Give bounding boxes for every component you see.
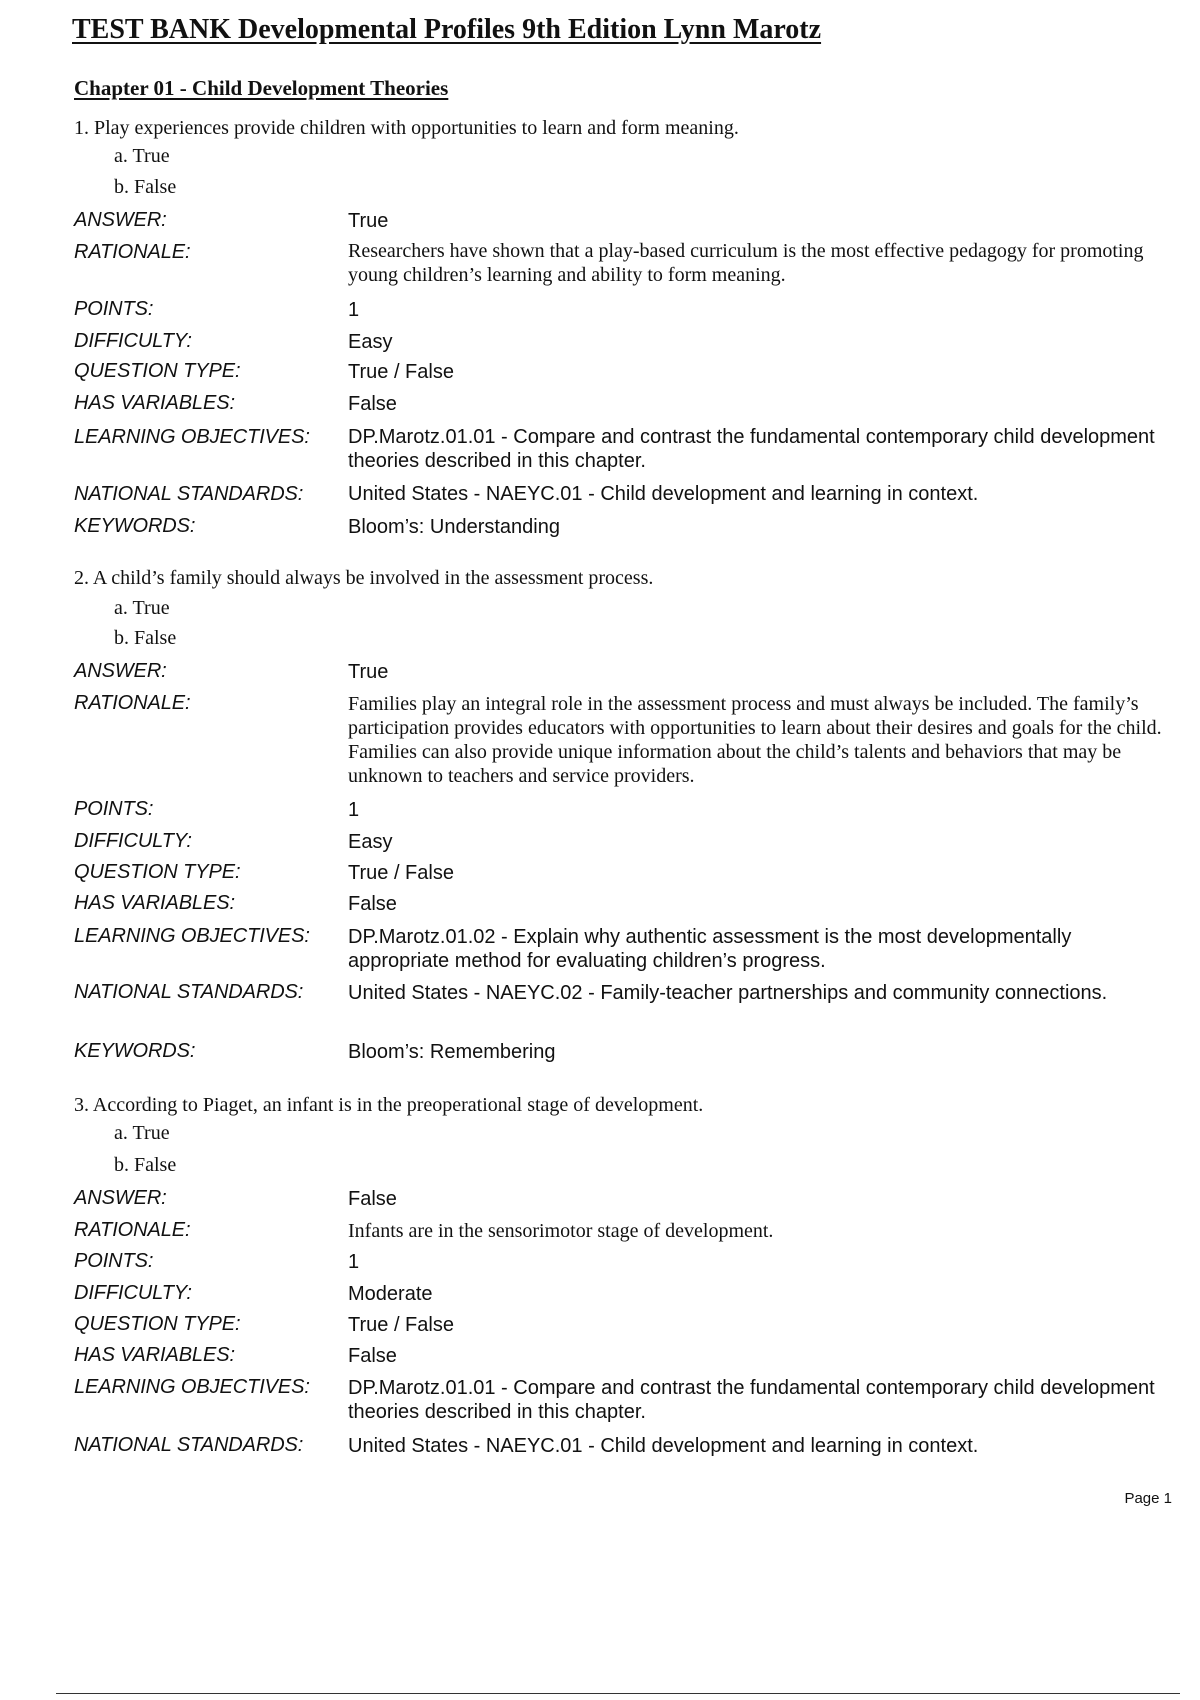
keywords-value: Bloom’s: Remembering	[348, 1041, 556, 1063]
has-variables-value: False	[348, 893, 397, 915]
learning-objectives-value: DP.Marotz.01.01 - Compare and contrast the fundamental contemporary child development theories described in this chapter.	[348, 1377, 1155, 1423]
points-value: 1	[348, 799, 360, 821]
rationale-label: RATIONALE:	[74, 241, 191, 263]
learning-objectives-value: DP.Marotz.01.01 - Compare and contrast the fundamental contemporary child development theories described in this chapter.	[348, 426, 1155, 472]
question-type-label: QUESTION TYPE:	[74, 1313, 241, 1335]
national-standards-value: United States - NAEYC.02 - Family-teacher partnerships and community connections.	[348, 982, 1108, 1004]
rationale-value: Infants are in the sensorimotor stage of development.	[348, 1220, 774, 1242]
keywords-value: Bloom’s: Understanding	[348, 516, 560, 538]
difficulty-value: Easy	[348, 331, 393, 353]
question-text: 1. Play experiences provide children with opportunities to learn and form meaning.	[74, 117, 739, 139]
difficulty-label: DIFFICULTY:	[74, 330, 192, 352]
option-a: a. True	[114, 597, 170, 619]
question-type-label: QUESTION TYPE:	[74, 861, 241, 883]
national-standards-label: NATIONAL STANDARDS:	[74, 1434, 304, 1456]
points-value: 1	[348, 299, 360, 321]
question-type-label: QUESTION TYPE:	[74, 360, 241, 382]
answer-label: ANSWER:	[74, 660, 167, 682]
keywords-label: KEYWORDS:	[74, 1040, 196, 1062]
points-label: POINTS:	[74, 1250, 154, 1272]
rationale-label: RATIONALE:	[74, 1219, 191, 1241]
page-number: Page 1	[1124, 1490, 1172, 1507]
national-standards-value: United States - NAEYC.01 - Child development and learning in context.	[348, 483, 979, 505]
question-text: 3. According to Piaget, an infant is in the preoperational stage of development.	[74, 1094, 704, 1116]
option-b: b. False	[114, 627, 177, 649]
has-variables-value: False	[348, 393, 397, 415]
chapter-heading: Chapter 01 - Child Development Theories	[74, 76, 449, 100]
question-type-value: True / False	[348, 1314, 454, 1336]
difficulty-value: Moderate	[348, 1283, 433, 1305]
document-title: TEST BANK Developmental Profiles 9th Edition Lynn Marotz	[72, 14, 822, 45]
question-type-value: True / False	[348, 361, 454, 383]
rationale-value: Researchers have shown that a play-based curriculum is the most effective pedagogy for promoting young children’s learning and ability to form meaning.	[348, 240, 1144, 286]
option-b: b. False	[114, 1154, 177, 1176]
has-variables-label: HAS VARIABLES:	[74, 892, 235, 914]
answer-value: False	[348, 1188, 397, 1210]
learning-objectives-value: DP.Marotz.01.02 - Explain why authentic assessment is the most developmentally appropriate method for evaluating children’s progress.	[348, 926, 1072, 972]
has-variables-label: HAS VARIABLES:	[74, 392, 235, 414]
answer-label: ANSWER:	[74, 1187, 167, 1209]
answer-label: ANSWER:	[74, 209, 167, 231]
difficulty-label: DIFFICULTY:	[74, 1282, 192, 1304]
difficulty-value: Easy	[348, 831, 393, 853]
option-a: a. True	[114, 145, 170, 167]
answer-value: True	[348, 210, 389, 232]
learning-objectives-label: LEARNING OBJECTIVES:	[74, 925, 310, 947]
question-type-value: True / False	[348, 862, 454, 884]
learning-objectives-label: LEARNING OBJECTIVES:	[74, 426, 310, 448]
has-variables-value: False	[348, 1345, 397, 1367]
points-value: 1	[348, 1251, 360, 1273]
question-text: 2. A child’s family should always be involved in the assessment process.	[74, 567, 654, 589]
learning-objectives-label: LEARNING OBJECTIVES:	[74, 1376, 310, 1398]
national-standards-label: NATIONAL STANDARDS:	[74, 483, 304, 505]
national-standards-value: United States - NAEYC.01 - Child development and learning in context.	[348, 1435, 979, 1457]
option-a: a. True	[114, 1122, 170, 1144]
points-label: POINTS:	[74, 798, 154, 820]
keywords-label: KEYWORDS:	[74, 515, 196, 537]
points-label: POINTS:	[74, 298, 154, 320]
national-standards-label: NATIONAL STANDARDS:	[74, 981, 304, 1003]
difficulty-label: DIFFICULTY:	[74, 830, 192, 852]
rationale-value: Families play an integral role in the assessment process and must always be included. The family’s participation provides educators with opportunities to learn about their desires and goals for the child. Families can also provide unique information about the child’s talents and behaviors that may be unknown to teachers and service providers.	[348, 693, 1162, 787]
option-b: b. False	[114, 176, 177, 198]
rationale-label: RATIONALE:	[74, 692, 191, 714]
has-variables-label: HAS VARIABLES:	[74, 1344, 235, 1366]
footer-rule	[56, 1693, 1180, 1694]
answer-value: True	[348, 661, 389, 683]
